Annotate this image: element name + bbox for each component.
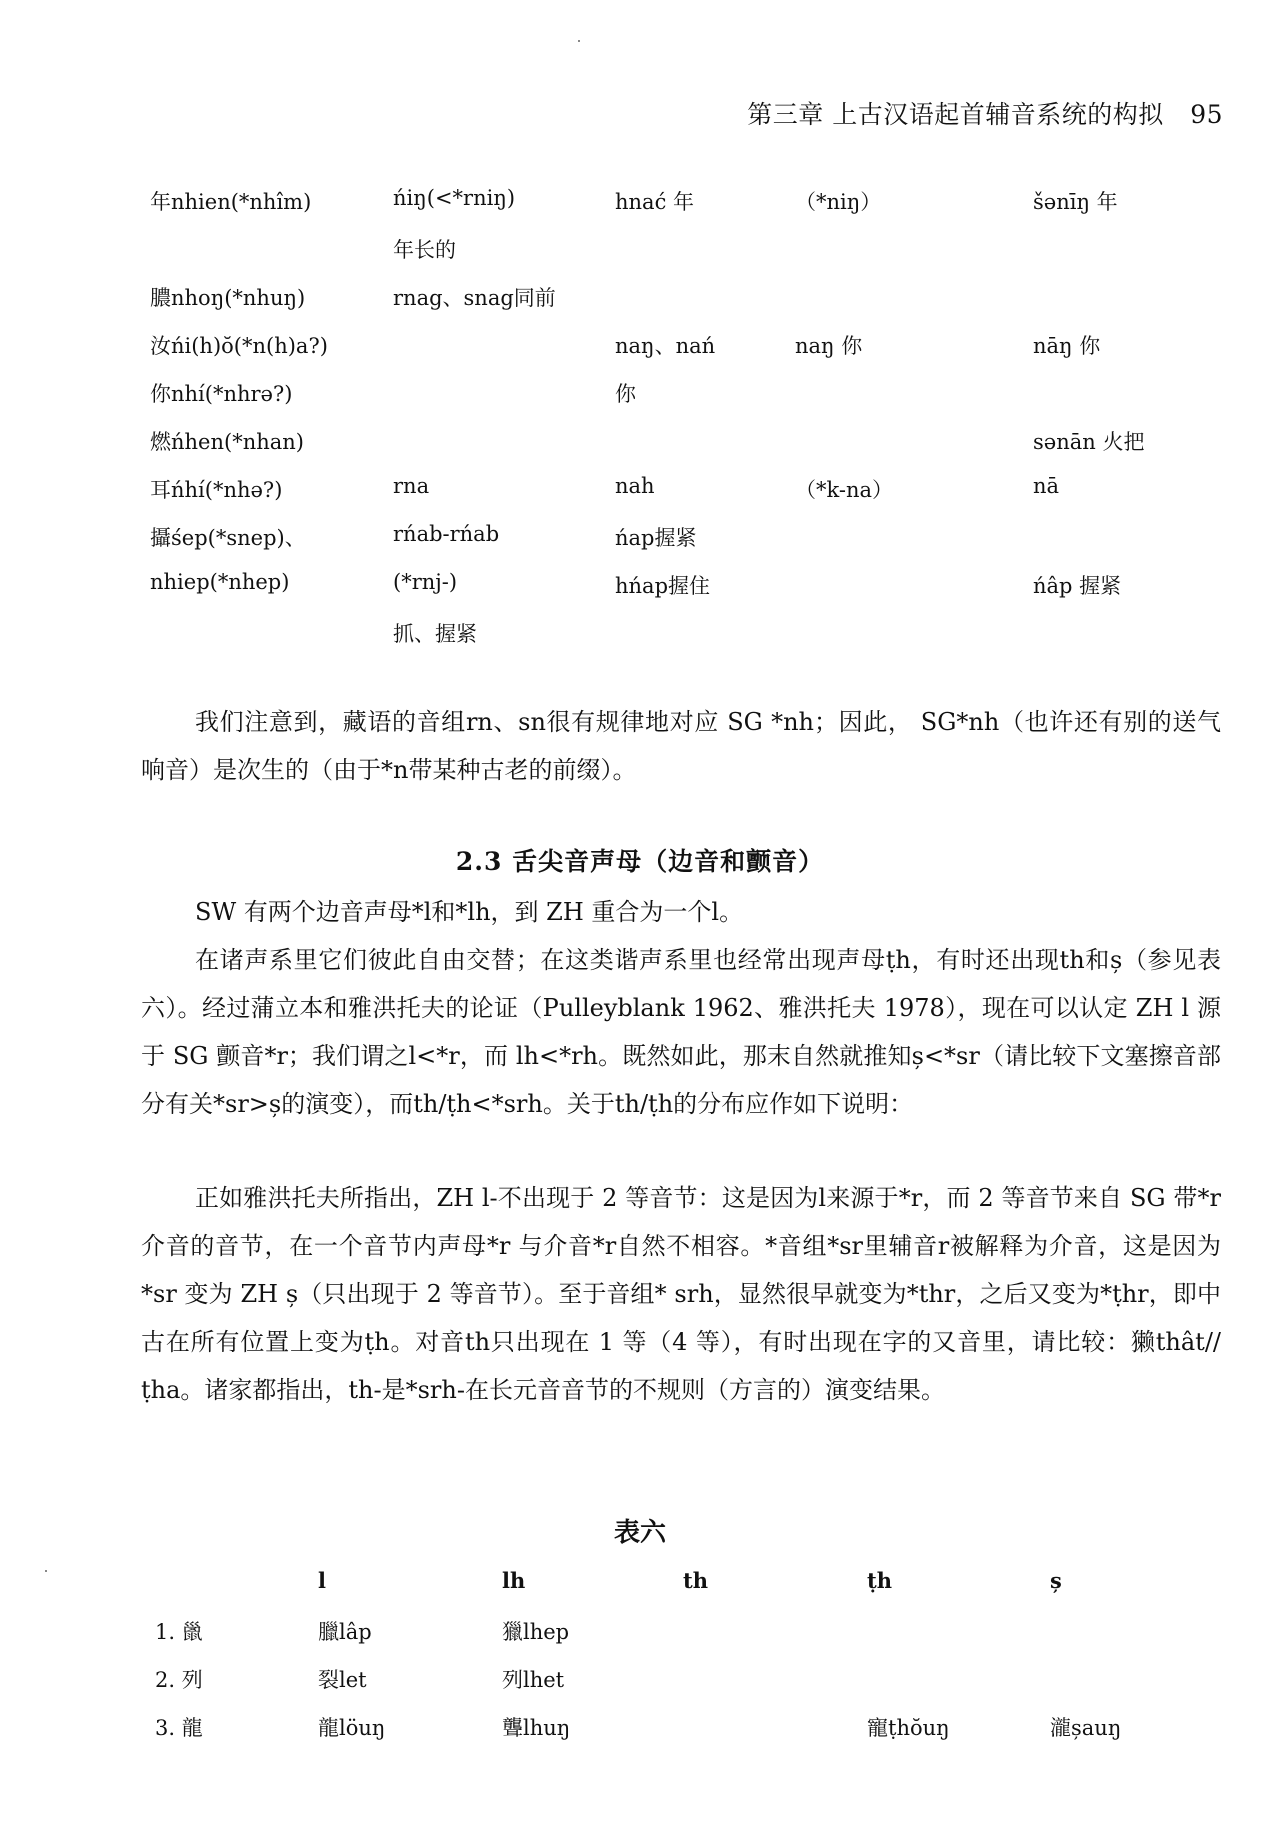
table-cell: ńap握紧 [615,526,697,550]
table-cell: hńap握住 [615,574,711,598]
table-cell: 臘lâp [318,1620,372,1644]
table-cell: 瀧șauŋ [1050,1716,1122,1740]
table-cell: 年长的 [393,238,456,262]
table-cell: naŋ、nań [615,334,716,358]
table-cell: rnag、snag同前 [393,286,556,310]
table-row [140,1664,1140,1712]
table-cell: rńab-rńab [393,522,500,546]
table-row [150,570,1150,618]
paragraph-2: SW 有两个边音声母*l和*lh，到 ZH 重合为一个l。 [195,898,744,926]
table-cell: 聾lhuŋ [502,1716,571,1740]
table-cell: rna [393,474,430,498]
table-cell: ńâp 握紧 [1033,574,1122,598]
table-cell: ṭh [867,1568,892,1593]
table-row [150,618,1150,666]
table-cell: 龍löuŋ [318,1716,386,1740]
page-number: 95 [1190,100,1223,129]
table-row [150,186,1150,234]
table-row [140,1616,1140,1664]
table-cell: ș [1050,1568,1062,1593]
table-cell: hnać 年 [615,190,695,214]
comparison-table [150,186,1150,666]
table-cell: 耳ńhí(*nhə?) [150,478,283,502]
table-cell: l [318,1568,326,1593]
scan-speck [578,40,580,42]
table-cell: 3. 龍 [155,1716,203,1740]
table-cell: sənān 火把 [1033,430,1145,454]
table-row [150,378,1150,426]
table-cell: nhiep(*nhep) [150,570,290,594]
scan-speck [45,1570,47,1572]
table-cell: 2. 列 [155,1668,203,1692]
table-cell: 攝śep(*snep)、 [150,526,306,550]
table-cell: （*niŋ） [795,190,882,214]
table-cell: 汝ńi(h)ŏ(*n(h)a?) [150,334,328,358]
section-title: 2.3 舌尖音声母（边音和颤音） [455,847,825,876]
table-cell: ńiŋ(<*rniŋ) [393,186,516,210]
table-row [150,234,1150,282]
table-cell: 年nhien(*nhîm) [150,190,312,214]
table-6 [140,1568,1140,1760]
chapter-title: 第三章 上古汉语起首辅音系统的构拟 [747,100,1164,129]
table-cell: 抓、握紧 [393,622,477,646]
table-cell: th [683,1568,708,1593]
table-cell: 1. 巤 [155,1620,203,1644]
table-cell: naŋ 你 [795,334,863,358]
running-header [747,95,1223,131]
table-row [140,1712,1140,1760]
table-6-title: 表六 [613,1518,666,1548]
table-cell: lh [502,1568,526,1593]
table-cell: šənīŋ 年 [1033,190,1118,214]
paragraph-1: 我们注意到，藏语的音组rn、sn很有规律地对应 SG *nh；因此， SG*nh（也许还有别的送气响音）是次生的（由于*n带某种古老的前缀）。 [141,708,1221,784]
table-row [150,522,1150,570]
table-cell: nāŋ 你 [1033,334,1101,358]
paragraph-4: 正如雅洪托夫所指出，ZH l-不出现于 2 等音节：这是因为l来源于*r，而 2 等音节来自 SG 带*r 介音的音节，在一个音节内声母*r 与介音*r自然不相容。*音组*sr里辅音r被解释为介音，这是因为*sr 变为 ZH ș（只出现于 2 等音节）。至于音组* srh，显然很早就变为*thr，之后又变为*ṭhr，即中古在所有位置上变为ṭh。对音th只出现在 1 等（4 等），有时出现在字的又音里，请比较：獭thât//ṭha。诸家都指出，th-是*srh-在长元音音节的不规则（方言的）演变结果。 [141,1184,1221,1404]
table-cell: 你nhí(*nhrə?) [150,382,293,406]
table-cell: 列lhet [502,1668,565,1692]
table-row [150,330,1150,378]
table-cell: 寵ṭhŏuŋ [867,1716,950,1740]
table-header-row [140,1568,1140,1616]
table-cell: 裂let [318,1668,367,1692]
table-row [150,474,1150,522]
table-cell: 獵lhep [502,1620,570,1644]
paragraph-3: 在诸声系里它们彼此自由交替；在这类谐声系里也经常出现声母ṭh，有时还出现th和ș（参见表六）。经过蒲立本和雅洪托夫的论证（Pulleyblank 1962、雅洪托夫 1978），现在可以认定 ZH l 源于 SG 颤音*r；我们谓之l<*r，而 lh<*rh。既然如此，那末自然就推知ș<*sr（请比较下文塞擦音部分有关*sr>ș的演变），而th/ṭh<*srh。关于th/ṭh的分布应作如下说明： [141,946,1221,1118]
table-cell: 燃ńhen(*nhan) [150,430,304,454]
table-cell: nah [615,474,655,498]
table-cell: 你 [615,382,636,406]
table-cell: nā [1033,474,1060,498]
table-cell: 膿nhoŋ(*nhuŋ) [150,286,306,310]
table-row [150,426,1150,474]
table-cell: （*k-na） [795,478,893,502]
table-cell: (*rnj-) [393,570,458,594]
table-row [150,282,1150,330]
